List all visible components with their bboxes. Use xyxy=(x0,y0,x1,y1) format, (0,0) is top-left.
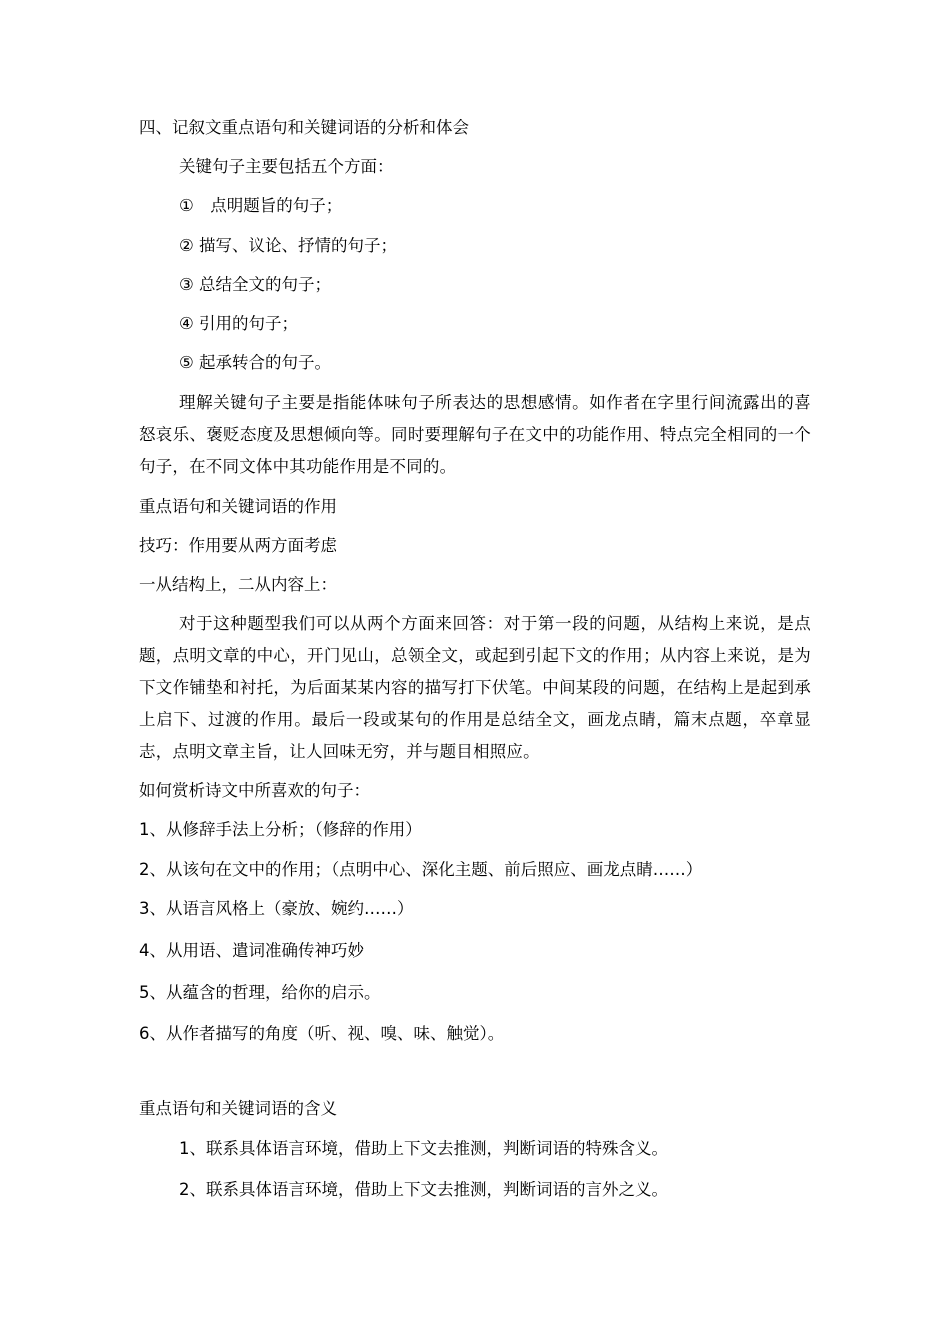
technique-line: 技巧：作用要从两方面考虑 xyxy=(139,536,337,555)
meaning-item: 1、联系具体语言环境，借助上下文去推测，判断词语的特殊含义。 xyxy=(179,1139,668,1158)
key-sentence-item: ③ 总结全文的句子； xyxy=(179,275,332,294)
appreciation-heading: 如何赏析诗文中所喜欢的句子： xyxy=(139,781,370,800)
key-sentences-intro: 关键句子主要包括五个方面： xyxy=(179,157,394,176)
appreciation-item: 4、从用语、遣词准确传神巧妙 xyxy=(139,941,364,960)
section-heading: 四、记叙文重点语句和关键词语的分析和体会 xyxy=(139,118,469,137)
appreciation-item: 6、从作者描写的角度（听、视、嗅、味、触觉）。 xyxy=(139,1024,505,1043)
appreciation-item: 3、从语言风格上（豪放、婉约……） xyxy=(139,899,414,918)
appreciation-item: 2、从该句在文中的作用；（点明中心、深化主题、前后照应、画龙点睛……） xyxy=(139,860,703,879)
answer-paragraph: 对于这种题型我们可以从两个方面来回答：对于第一段的问题，从结构上来说，是点题，点明文章的中心，开门见山，总领全文，或起到引起下文的作用；从内容上来说，是为下文作铺垫和衬托，为后面某某内容的描写打下伏笔。中间某段的问题，在结构上是起到承上启下、过渡的作用。最后一段或某句的作用是总结全文，画龙点睛，篇末点题，卒章显志，点明文章主旨，让人回味无穷，并与题目相照应。 xyxy=(139,614,811,761)
key-sentence-item: ② 描写、议论、抒情的句子； xyxy=(179,236,398,255)
key-sentence-item: ④ 引用的句子； xyxy=(179,314,299,333)
meaning-heading: 重点语句和关键词语的含义 xyxy=(139,1099,337,1118)
structure-content-line: 一从结构上，二从内容上： xyxy=(139,575,337,594)
key-sentence-item: ⑤ 起承转合的句子。 xyxy=(179,353,332,372)
appreciation-item: 1、从修辞手法上分析；（修辞的作用） xyxy=(139,820,422,839)
function-heading: 重点语句和关键词语的作用 xyxy=(139,497,337,516)
key-sentence-item: ① 点明题旨的句子； xyxy=(179,196,343,215)
meaning-item: 2、联系具体语言环境，借助上下文去推测，判断词语的言外之义。 xyxy=(179,1180,668,1199)
understanding-paragraph: 理解关键句子主要是指能体味句子所表达的思想感情。如作者在字里行间流露出的喜怒哀乐、褒贬态度及思想倾向等。同时要理解句子在文中的功能作用、特点完全相同的一个句子，在不同文体中其功能作用是不同的。 xyxy=(139,393,811,476)
appreciation-item: 5、从蕴含的哲理，给你的启示。 xyxy=(139,983,381,1002)
